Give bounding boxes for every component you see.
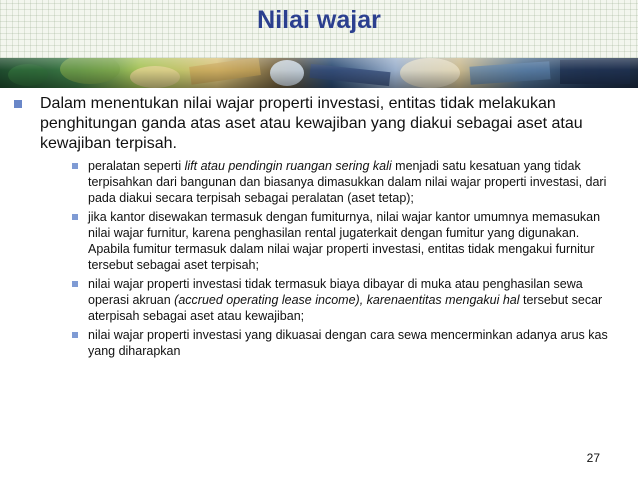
square-bullet-icon	[72, 163, 78, 169]
decorative-banner-image	[0, 58, 638, 88]
bullet-item	[40, 94, 608, 359]
bullet-text: Dalam menentukan nilai wajar properti investasi, entitas tidak melakukan penghitungan ganda atas aset atau kewajiban yang diakui sebagai aset atau kewajiban terpisah.	[40, 95, 583, 152]
sub-bullet-text: menjadi satu kesatuan yang tidak terpisahkan dari bangunan dan biasanya dimasukkan dalam nilai wajar properti investasi, dari pada diakui secara terpisah sebagai peralatan (aset tetap);	[88, 159, 607, 205]
bullet-list	[0, 94, 638, 359]
sub-bullet-text: nilai wajar properti investasi yang dikuasai dengan cara sewa mencerminkan adanya arus kas yang diharapkan	[88, 328, 608, 358]
slide-title: Nilai wajar	[257, 6, 381, 34]
square-bullet-icon	[72, 281, 78, 287]
square-bullet-icon	[72, 332, 78, 338]
slide-content	[0, 94, 638, 362]
sub-bullet-italic-text: lift atau pendingin ruangan sering kali	[184, 159, 392, 173]
square-bullet-icon	[72, 214, 78, 220]
sub-bullet-text: peralatan seperti	[88, 159, 185, 173]
square-bullet-icon	[14, 100, 22, 108]
title-area	[0, 0, 638, 58]
sub-bullet-italic-text: (accrued operating lease income), karenaentitas mengakui hal	[174, 293, 520, 307]
sub-bullet-item	[88, 276, 614, 324]
sub-bullet-text: jika kantor disewakan termasuk dengan fumiturnya, nilai wajar kantor umumnya memasukan nilai wajar furnitur, karena penghasilan rental jugaterkait dengan fumitur yang digunakan. Apabila fumitur termasuk dalam nilai wajar properti investasi, entitas tidak mengakui furnitur tersebut sebagai aset terpisah;	[88, 210, 601, 272]
sub-bullet-item	[88, 209, 614, 273]
sub-bullet-item	[88, 158, 614, 206]
page-number: 27	[586, 451, 600, 465]
sub-bullet-text: tersebut secar aterpisah sebagai aset atau kewajiban;	[88, 293, 603, 323]
sub-bullet-list	[40, 158, 608, 359]
sub-bullet-text: nilai wajar properti investasi tidak termasuk biaya dibayar di muka atau penghasilan sewa operasi akruan	[88, 277, 583, 307]
sub-bullet-item	[88, 327, 614, 359]
